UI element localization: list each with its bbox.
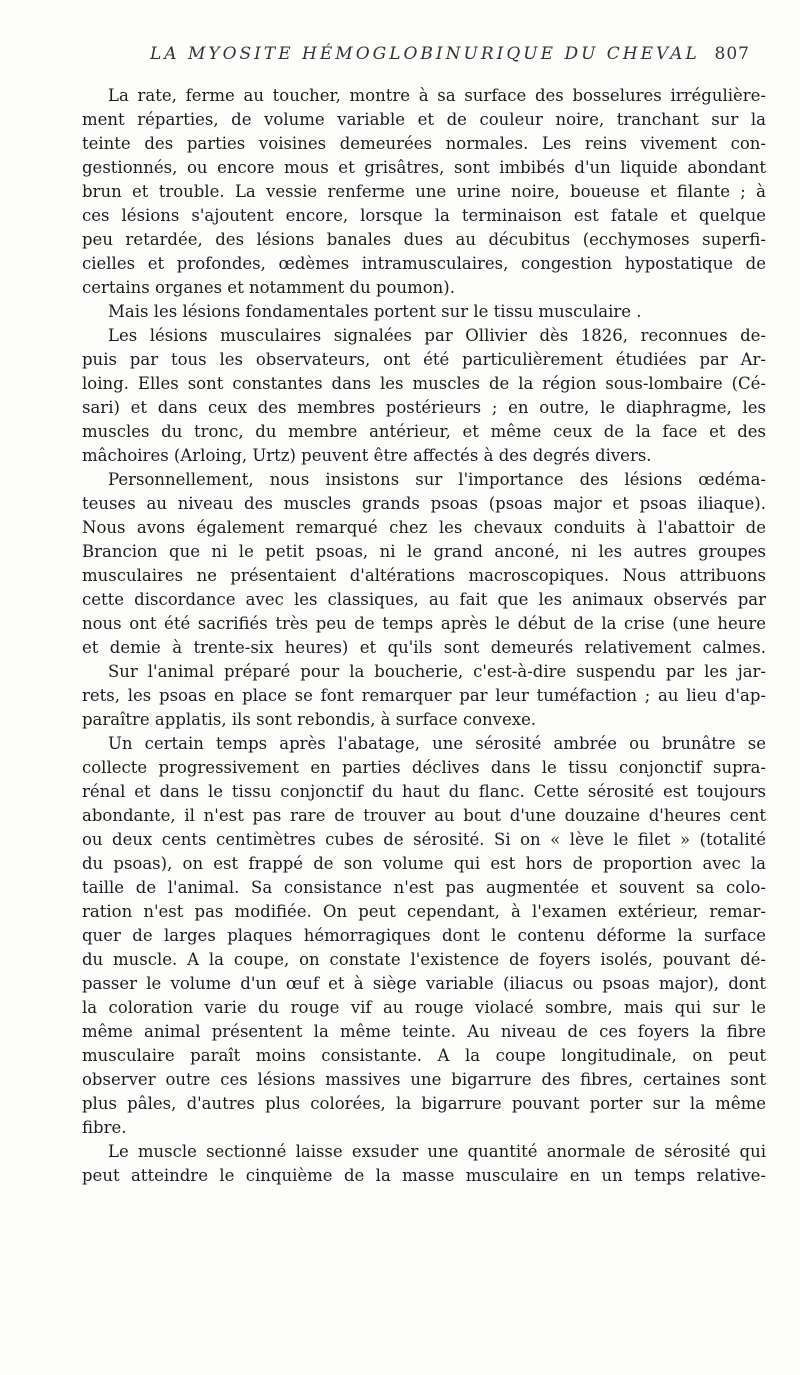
text-line: muscles du tronc, du membre antérieur, et même ceux de la face et des — [82, 422, 766, 441]
text-line: paraître applatis, ils sont rebondis, à surface convexe. — [82, 710, 537, 729]
text-line: Mais les lésions fondamentales portent sur le tissu musculaire . — [108, 302, 642, 321]
text-line: plus pâles, d'autres plus colorées, la bigarrure pouvant porter sur la même — [82, 1094, 766, 1113]
text-line: Personnellement, nous insistons sur l'importance des lésions œdéma- — [108, 470, 766, 489]
text-line: nous ont été sacrifiés très peu de temps après le début de la crise (une heure — [82, 614, 766, 633]
text-line: loing. Elles sont constantes dans les muscles de la région sous-lombaire (Cé- — [82, 374, 766, 393]
running-title: LA MYOSITE HÉMOGLOBINURIQUE DU CHEVAL — [150, 44, 700, 64]
text-line: abondante, il n'est pas rare de trouver au bout d'une douzaine d'heures cent — [82, 806, 766, 825]
text-line: ment réparties, de volume variable et de couleur noire, tranchant sur la — [82, 110, 766, 129]
text-line: peut atteindre le cinquième de la masse musculaire en un temps relative- — [82, 1166, 766, 1185]
text-line: la coloration varie du rouge vif au rouge violacé sombre, mais qui sur le — [82, 998, 766, 1017]
text-line: peu retardée, des lésions banales dues au décubitus (ecchymoses superfi- — [82, 230, 766, 249]
text-line: Brancion que ni le petit psoas, ni le grand anconé, ni les autres groupes — [82, 542, 766, 561]
text-line: gestionnés, ou encore mous et grisâtres, sont imbibés d'un liquide abondant — [82, 158, 766, 177]
text-line: observer outre ces lésions massives une bigarrure des fibres, certaines sont — [82, 1070, 766, 1089]
text-line: ou deux cents centimètres cubes de sérosité. Si on « lève le filet » (totalité — [82, 830, 766, 849]
body-text — [82, 84, 766, 1188]
text-line: fibre. — [82, 1118, 127, 1137]
page-number: 807 — [714, 44, 750, 64]
text-line: mâchoires (Arloing, Urtz) peuvent être affectés à des degrés divers. — [82, 446, 652, 465]
text-line: du muscle. A la coupe, on constate l'existence de foyers isolés, pouvant dé- — [82, 950, 766, 969]
page-header — [150, 44, 750, 68]
text-line: rets, les psoas en place se font remarquer par leur tuméfaction ; au lieu d'ap- — [82, 686, 766, 705]
text-line: Nous avons également remarqué chez les chevaux conduits à l'abattoir de — [82, 518, 766, 537]
text-line: ces lésions s'ajoutent encore, lorsque la terminaison est fatale et quelque — [82, 206, 766, 225]
text-line: collecte progressivement en parties déclives dans le tissu conjonctif supra- — [82, 758, 766, 777]
text-line: passer le volume d'un œuf et à siège variable (iliacus ou psoas major), dont — [82, 974, 766, 993]
text-line: musculaires ne présentaient d'altérations macroscopiques. Nous attribuons — [82, 566, 766, 585]
text-line: Le muscle sectionné laisse exsuder une quantité anormale de sérosité qui — [108, 1142, 766, 1161]
text-line: Un certain temps après l'abatage, une sérosité ambrée ou brunâtre se — [108, 734, 766, 753]
text-line: sari) et dans ceux des membres postérieurs ; en outre, le diaphragme, les — [82, 398, 766, 417]
text-line: rénal et dans le tissu conjonctif du haut du flanc. Cette sérosité est toujours — [82, 782, 766, 801]
text-line: teuses au niveau des muscles grands psoas (psoas major et psoas iliaque). — [82, 494, 766, 513]
text-line: puis par tous les observateurs, ont été particulièrement étudiées par Ar- — [82, 350, 766, 369]
text-line: cette discordance avec les classiques, au fait que les animaux observés par — [82, 590, 766, 609]
text-line: musculaire paraît moins consistante. A la coupe longitudinale, on peut — [82, 1046, 766, 1065]
text-line: La rate, ferme au toucher, montre à sa surface des bosselures irrégulière- — [108, 86, 766, 105]
text-line: ration n'est pas modifiée. On peut cependant, à l'examen extérieur, remar- — [82, 902, 766, 921]
text-line: teinte des parties voisines demeurées normales. Les reins vivement con- — [82, 134, 766, 153]
text-line: quer de larges plaques hémorragiques dont le contenu déforme la surface — [82, 926, 766, 945]
text-line: même animal présentent la même teinte. Au niveau de ces foyers la fibre — [82, 1022, 766, 1041]
text-line: brun et trouble. La vessie renferme une urine noire, boueuse et filante ; à — [82, 182, 766, 201]
text-line: et demie à trente-six heures) et qu'ils sont demeurés relativement calmes. — [82, 638, 766, 657]
text-line: Sur l'animal préparé pour la boucherie, c'est-à-dire suspendu par les jar- — [108, 662, 766, 681]
text-line: du psoas), on est frappé de son volume qui est hors de proportion avec la — [82, 854, 766, 873]
text-line: taille de l'animal. Sa consistance n'est pas augmentée et souvent sa colo- — [82, 878, 766, 897]
text-line: cielles et profondes, œdèmes intramusculaires, congestion hypostatique de — [82, 254, 766, 273]
text-line: Les lésions musculaires signalées par Ollivier dès 1826, reconnues de- — [108, 326, 766, 345]
text-line: certains organes et notamment du poumon). — [82, 278, 455, 297]
